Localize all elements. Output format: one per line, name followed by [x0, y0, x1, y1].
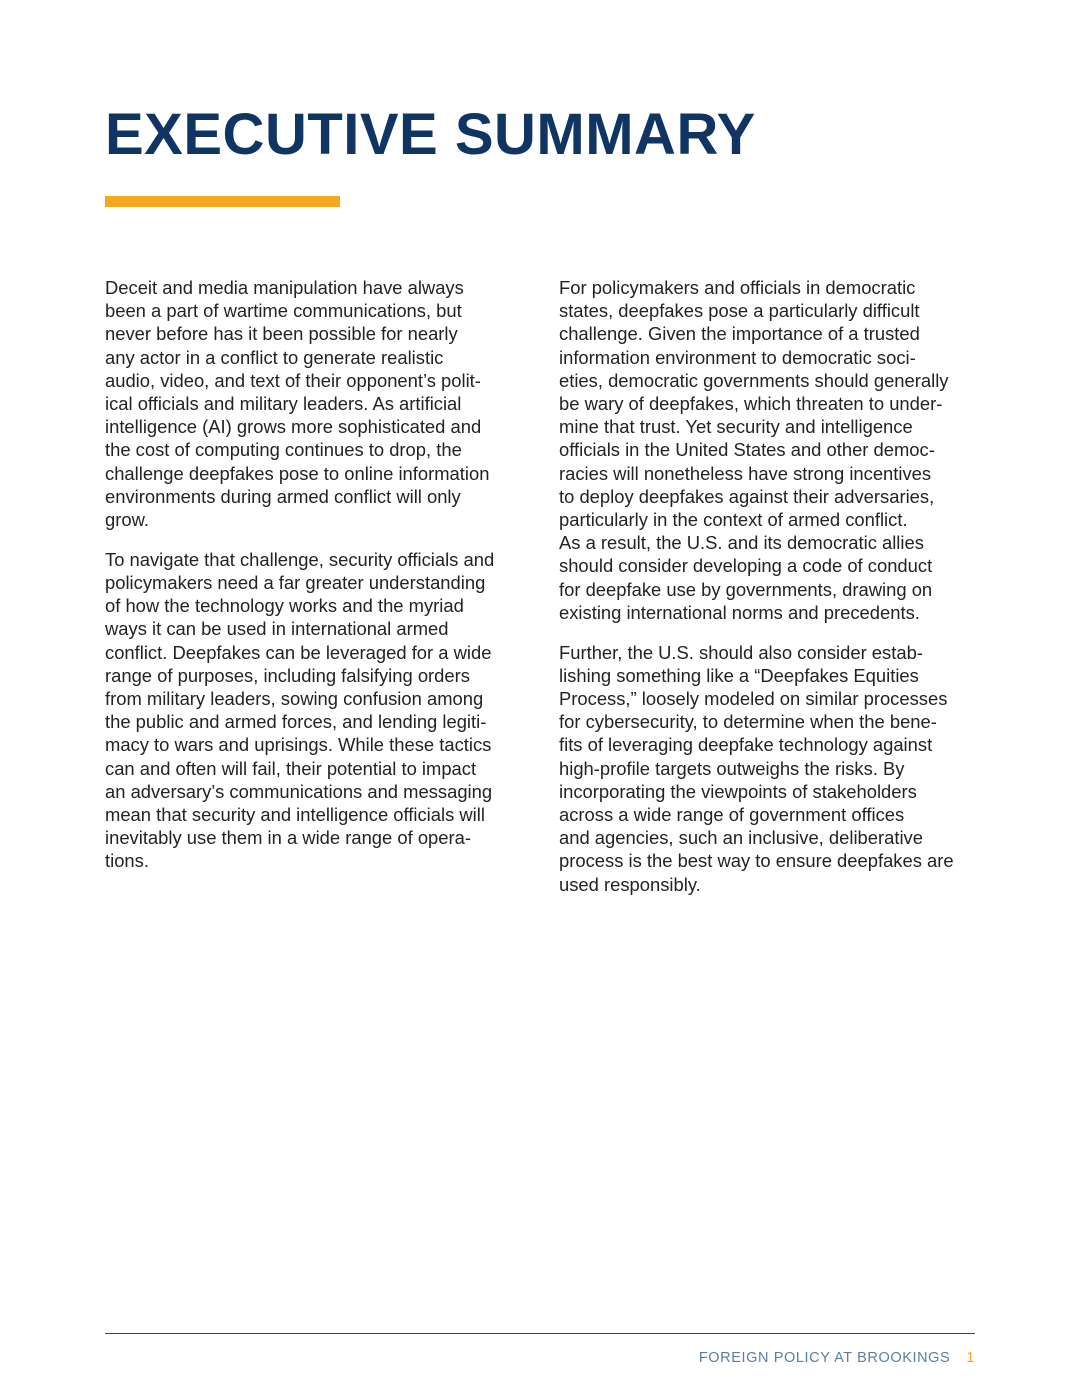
text-line: for cybersecurity, to determine when the bene-	[559, 711, 937, 733]
paragraph	[559, 276, 977, 624]
text-line: conflict. Deepfakes can be leveraged for a wide	[105, 641, 492, 663]
text-line: challenge. Given the importance of a trusted	[559, 323, 920, 345]
left-column	[105, 276, 523, 889]
text-line: from military leaders, sowing confusion among	[105, 687, 484, 709]
text-line: mean that security and intelligence officials will	[105, 803, 485, 825]
text-line: Further, the U.S. should also consider estab-	[559, 641, 923, 663]
page-title: EXECUTIVE SUMMARY	[105, 102, 756, 167]
text-line: existing international norms and precedents.	[559, 601, 920, 623]
text-line: states, deepfakes pose a particularly difficult	[559, 300, 920, 322]
right-column	[559, 276, 977, 912]
text-line: officials in the United States and other democ-	[559, 439, 935, 461]
text-line: of how the technology works and the myriad	[105, 595, 464, 617]
text-line: eties, democratic governments should generally	[559, 369, 949, 391]
text-line: range of purposes, including falsifying orders	[105, 664, 470, 686]
text-line: across a wide range of government offices	[559, 803, 905, 825]
text-line: should consider developing a code of conduct	[559, 555, 933, 577]
paragraph	[105, 548, 523, 873]
text-line: the cost of computing continues to drop, the	[105, 439, 462, 461]
footer-publication: FOREIGN POLICY AT BROOKINGS	[698, 1350, 951, 1366]
text-line: be wary of deepfakes, which threaten to under-	[559, 393, 943, 415]
text-line: information environment to democratic soci-	[559, 346, 916, 368]
text-line: incorporating the viewpoints of stakeholders	[559, 780, 917, 802]
paragraph	[559, 641, 977, 896]
text-line: been a part of wartime communications, but	[105, 300, 462, 322]
text-line: process is the best way to ensure deepfakes are	[559, 850, 954, 872]
text-line: environments during armed conflict will only	[105, 485, 461, 507]
text-line: Deceit and media manipulation have always	[105, 277, 464, 298]
text-line: grow.	[105, 509, 149, 531]
text-line: For policymakers and officials in democratic	[559, 277, 916, 298]
text-line: high-profile targets outweighs the risks. By	[559, 757, 905, 779]
text-line: inevitably use them in a wide range of opera-	[105, 827, 471, 849]
text-line: and agencies, such an inclusive, deliberative	[559, 827, 923, 849]
text-line: used responsibly.	[559, 873, 701, 895]
text-line: To navigate that challenge, security officials and	[105, 548, 495, 570]
text-line: As a result, the U.S. and its democratic allies	[559, 532, 924, 554]
paragraph	[105, 276, 523, 531]
text-line: any actor in a conflict to generate realistic	[105, 346, 444, 368]
text-line: ways it can be used in international armed	[105, 618, 449, 640]
text-line: audio, video, and text of their opponent’s polit-	[105, 369, 481, 391]
text-line: racies will nonetheless have strong incentives	[559, 462, 932, 484]
text-line: for deepfake use by governments, drawing on	[559, 578, 933, 600]
page-footer	[699, 1349, 975, 1367]
text-line: macy to wars and uprisings. While these tactics	[105, 734, 492, 756]
text-line: mine that trust. Yet security and intelligence	[559, 416, 913, 438]
text-line: lishing something like a “Deepfakes Equities	[559, 664, 919, 686]
footer-divider	[105, 1333, 975, 1334]
text-line: tions.	[105, 850, 149, 872]
page-number: 1	[966, 1350, 975, 1366]
text-line: an adversary’s communications and messaging	[105, 780, 493, 802]
text-line: challenge deepfakes pose to online information	[105, 462, 490, 484]
text-line: particularly in the context of armed conflict.	[559, 509, 908, 531]
text-line: intelligence (AI) grows more sophisticated and	[105, 416, 482, 438]
text-line: fits of leveraging deepfake technology against	[559, 734, 933, 756]
text-line: the public and armed forces, and lending legiti-	[105, 711, 487, 733]
text-line: Process,” loosely modeled on similar processes	[559, 687, 948, 709]
text-line: to deploy deepfakes against their adversaries,	[559, 485, 935, 507]
text-line: policymakers need a far greater understanding	[105, 571, 486, 593]
text-line: never before has it been possible for nearly	[105, 323, 458, 345]
text-line: can and often will fail, their potential to impact	[105, 757, 477, 779]
text-line: ical officials and military leaders. As artificial	[105, 393, 462, 415]
title-accent-rule	[105, 196, 340, 207]
